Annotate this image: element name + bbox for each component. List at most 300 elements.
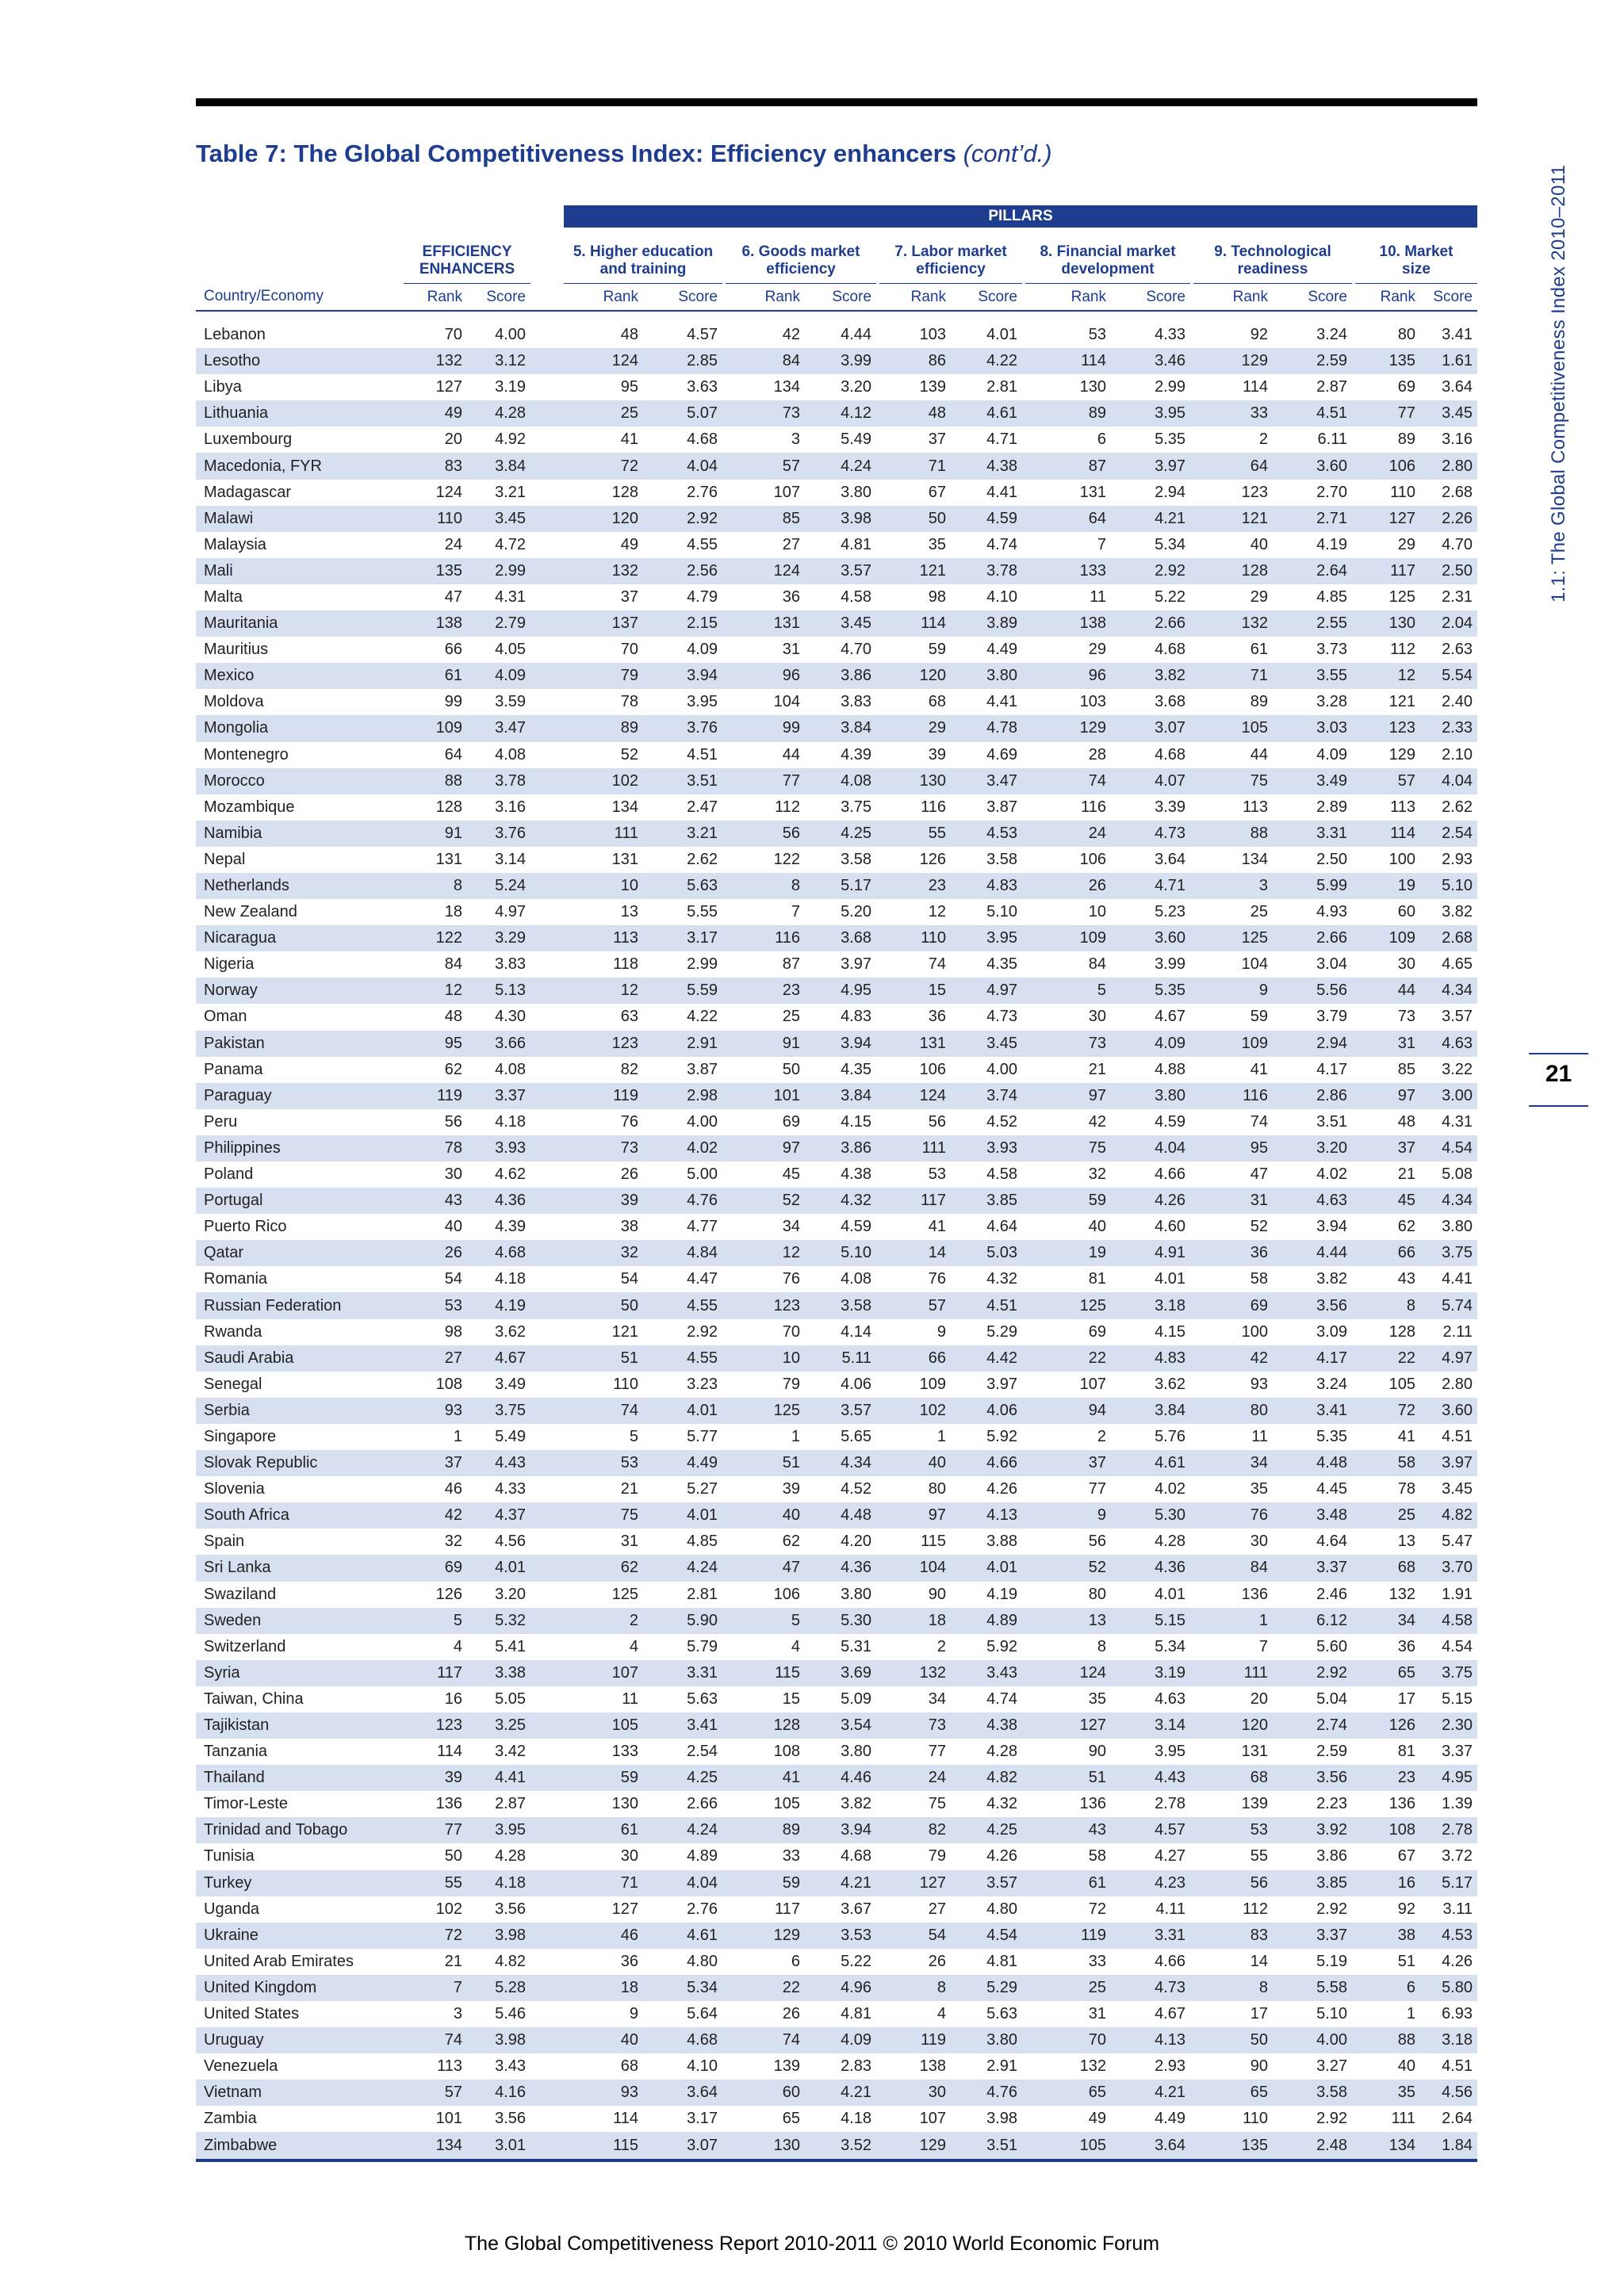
score-cell: 2.94 (1273, 1031, 1352, 1057)
rank-cell: 76 (1193, 1502, 1273, 1529)
rank-cell: 35 (928, 535, 946, 553)
score-cell: 2.99 (467, 558, 530, 584)
rank-cell: 53 (404, 1292, 467, 1318)
rank-cell: 67 (1397, 1847, 1415, 1866)
score-cell: 4.54 (1442, 1637, 1473, 1655)
table-row (196, 1896, 1477, 1923)
table-row (196, 768, 1477, 794)
score-cell: 4.04 (643, 453, 722, 479)
rank-cell: 111 (1193, 1660, 1273, 1686)
score-cell: 4.93 (1316, 903, 1347, 921)
rank-cell: 21 (620, 1480, 638, 1498)
score-cell: 4.56 (495, 1533, 526, 1551)
table-body (196, 311, 1477, 2160)
rank-cell: 24 (444, 535, 462, 553)
rank-cell: 50 (444, 1847, 462, 1866)
rank-cell: 139 (1241, 1795, 1268, 1813)
score-cell: 5.29 (986, 1322, 1017, 1341)
section-side-label-text: 1.1: The Global Competitiveness Index 2010–2011 (1548, 164, 1569, 603)
score-cell: 4.85 (1316, 587, 1347, 606)
rank-cell: 18 (879, 1608, 951, 1634)
score-cell: 4.06 (841, 1375, 871, 1393)
rank-cell: 69 (1088, 1322, 1106, 1341)
rank-cell: 49 (1088, 2110, 1106, 2128)
rank-cell: 61 (1250, 641, 1268, 659)
score-cell: 4.19 (467, 1292, 530, 1318)
rank-cell: 115 (564, 2132, 643, 2160)
score-cell: 5.59 (643, 978, 722, 1004)
rank-cell: 96 (1025, 663, 1111, 689)
score-cell: 3.16 (1442, 430, 1473, 449)
rank-cell: 117 (1355, 558, 1420, 584)
score-cell: 3.56 (495, 2110, 526, 2128)
rank-cell: 110 (1390, 483, 1415, 501)
rank-cell: 103 (1079, 693, 1106, 711)
score-cell: 3.82 (1111, 663, 1190, 689)
rank-cell: 47 (444, 587, 462, 606)
score-cell: 5.64 (687, 2005, 718, 2023)
score-cell: 2.15 (643, 610, 722, 637)
score-cell: 4.97 (951, 978, 1022, 1004)
table-row (196, 1791, 1477, 1817)
rank-cell: 3 (791, 430, 800, 449)
score-cell: 4.14 (841, 1322, 871, 1341)
score-cell: 4.43 (467, 1450, 530, 1476)
rank-cell: 37 (928, 430, 946, 449)
score-cell: 4.80 (986, 1900, 1017, 1918)
rank-cell: 10 (726, 1345, 805, 1372)
score-cell: 4.44 (841, 326, 871, 344)
score-cell: 4.81 (986, 1952, 1017, 1970)
score-cell: 3.21 (495, 483, 526, 501)
rank-cell: 114 (437, 1743, 462, 1761)
score-cell: 4.42 (951, 1345, 1022, 1372)
score-cell: 3.45 (1442, 1480, 1473, 1498)
rank-cell: 81 (1088, 1270, 1106, 1288)
score-cell: 3.84 (805, 715, 876, 741)
table-row (196, 2001, 1477, 2027)
score-cell: 3.80 (1111, 1083, 1190, 1109)
score-cell: 3.07 (643, 2132, 722, 2160)
rank-cell: 6 (1355, 1975, 1420, 2001)
rank-cell: 43 (404, 1188, 467, 1214)
country-cell: South Africa (196, 1502, 404, 1529)
rank-cell: 133 (1025, 558, 1111, 584)
country-cell: Tanzania (204, 1743, 268, 1761)
score-cell: 4.04 (1111, 1135, 1190, 1161)
rank-cell: 96 (726, 663, 805, 689)
score-cell: 5.30 (805, 1608, 876, 1634)
score-cell: 4.37 (467, 1502, 530, 1529)
rank-cell: 69 (1397, 378, 1415, 396)
score-cell: 3.80 (841, 1585, 871, 1603)
rank-cell: 27 (928, 1900, 946, 1918)
rank-cell: 109 (404, 715, 467, 741)
score-cell: 3.66 (467, 1031, 530, 1057)
score-cell: 3.58 (841, 850, 871, 868)
score-cell: 4.82 (495, 1952, 526, 1970)
score-cell: 5.00 (687, 1165, 718, 1184)
rank-cell: 48 (1397, 1112, 1415, 1131)
score-cell: 3.27 (1316, 2057, 1347, 2076)
rank-cell: 66 (444, 641, 462, 659)
score-cell: 4.51 (1273, 400, 1352, 427)
rank-cell: 83 (404, 453, 467, 479)
score-cell: 4.05 (495, 641, 526, 659)
country-cell: Mexico (196, 663, 404, 689)
score-cell: 3.98 (986, 2110, 1017, 2128)
score-cell: 4.82 (1420, 1502, 1477, 1529)
country-cell: United Kingdom (196, 1975, 404, 2001)
table-row (196, 1266, 1477, 1292)
score-cell: 4.17 (1273, 1345, 1352, 1372)
rank-cell: 75 (564, 1502, 643, 1529)
rank-cell: 109 (1025, 925, 1111, 951)
score-cell: 4.71 (986, 430, 1017, 449)
rank-cell: 32 (564, 1240, 643, 1266)
rank-cell: 19 (1355, 873, 1420, 899)
score-cell: 3.85 (1273, 1870, 1352, 1896)
score-cell: 3.03 (1273, 715, 1352, 741)
rank-cell: 129 (726, 1923, 805, 1949)
score-cell: 3.00 (1420, 1083, 1477, 1109)
rank-cell: 112 (1243, 1900, 1268, 1918)
country-cell: Norway (196, 978, 404, 1004)
rank-cell: 121 (611, 1322, 638, 1341)
rank-cell: 97 (726, 1135, 805, 1161)
score-cell: 5.03 (951, 1240, 1022, 1266)
rank-cell: 74 (404, 2027, 467, 2053)
country-cell: Nicaragua (196, 925, 404, 951)
score-cell: 3.82 (1316, 1270, 1347, 1288)
score-cell: 2.76 (687, 483, 718, 501)
rank-cell: 53 (928, 1165, 946, 1184)
rank-cell: 110 (404, 506, 467, 532)
score-cell: 4.13 (1111, 2027, 1190, 2053)
score-cell: 2.54 (1420, 821, 1477, 847)
score-cell: 2.64 (1273, 558, 1352, 584)
score-cell: 3.93 (467, 1135, 530, 1161)
score-cell: 3.88 (986, 1533, 1017, 1551)
rank-cell: 27 (782, 535, 800, 553)
score-cell: 3.31 (1273, 821, 1352, 847)
score-cell: 3.62 (1155, 1375, 1185, 1393)
score-cell: 4.81 (841, 535, 871, 553)
score-cell: 4.88 (1155, 1060, 1185, 1078)
score-cell: 3.58 (805, 1292, 876, 1318)
rank-cell: 102 (435, 1900, 462, 1918)
score-cell: 2.92 (687, 1322, 718, 1341)
table-row (196, 1476, 1477, 1502)
rank-cell: 23 (726, 978, 805, 1004)
table-row (196, 1843, 1477, 1869)
score-cell: 2.66 (1111, 610, 1190, 637)
score-cell: 1.39 (1442, 1795, 1473, 1813)
rank-cell: 115 (726, 1660, 805, 1686)
score-cell: 5.10 (986, 903, 1017, 921)
rank-cell: 29 (1397, 535, 1415, 553)
score-cell: 5.92 (986, 1637, 1017, 1655)
rank-cell: 19 (1025, 1240, 1111, 1266)
rank-column-header: Rank (1025, 284, 1111, 312)
score-column-header: Score (467, 284, 530, 312)
efficiency-enhancers-table (196, 205, 1477, 2162)
rank-cell: 35 (1088, 1689, 1106, 1708)
rank-cell: 93 (1250, 1375, 1268, 1393)
score-cell: 4.41 (467, 1765, 530, 1791)
table-row (196, 1319, 1477, 1345)
rank-cell: 18 (444, 903, 462, 921)
score-cell: 2.62 (1442, 798, 1473, 816)
table-row (196, 1949, 1477, 1975)
rank-cell: 127 (1355, 506, 1420, 532)
rank-cell: 60 (726, 2080, 805, 2106)
score-cell: 4.55 (643, 1292, 722, 1318)
rank-cell: 2 (936, 1637, 946, 1655)
score-cell: 4.12 (805, 400, 876, 427)
rank-cell: 79 (928, 1847, 946, 1866)
rank-cell: 124 (879, 1083, 951, 1109)
score-cell: 3.84 (467, 453, 530, 479)
score-cell: 4.48 (1273, 1450, 1352, 1476)
rank-cell: 132 (564, 558, 643, 584)
score-cell: 4.68 (1155, 745, 1185, 763)
score-cell: 4.68 (687, 430, 718, 449)
country-cell: Saudi Arabia (196, 1345, 404, 1372)
score-cell: 3.12 (467, 348, 530, 374)
rank-cell: 17 (1250, 2005, 1268, 2023)
score-cell: 4.21 (805, 1870, 876, 1896)
score-cell: 2.92 (643, 506, 722, 532)
table-row (196, 951, 1477, 978)
rank-cell: 61 (564, 1817, 643, 1843)
rank-cell: 119 (564, 1083, 643, 1109)
country-cell: Mauritius (204, 641, 269, 659)
rank-cell: 75 (1193, 768, 1273, 794)
rank-cell: 117 (775, 1900, 800, 1918)
country-cell: Madagascar (204, 483, 292, 501)
rank-cell: 62 (782, 1533, 800, 1551)
score-cell: 4.97 (495, 903, 526, 921)
score-cell: 3.75 (467, 1398, 530, 1424)
rank-cell: 73 (1397, 1008, 1415, 1026)
rank-cell: 78 (404, 1135, 467, 1161)
rank-cell: 132 (404, 348, 467, 374)
score-cell: 2.71 (1273, 506, 1352, 532)
score-cell: 3.51 (643, 768, 722, 794)
score-cell: 4.02 (1316, 1165, 1347, 1184)
score-cell: 4.10 (986, 587, 1017, 606)
score-cell: 4.08 (805, 768, 876, 794)
score-cell: 5.35 (1111, 978, 1190, 1004)
score-cell: 4.64 (1316, 1533, 1347, 1551)
rank-cell: 39 (928, 745, 946, 763)
rank-cell: 80 (1088, 1585, 1106, 1603)
score-cell: 4.51 (1442, 2057, 1473, 2076)
rank-cell: 89 (1025, 400, 1111, 427)
rank-cell: 91 (404, 821, 467, 847)
rank-cell: 90 (1088, 1743, 1106, 1761)
score-cell: 4.09 (1111, 1031, 1190, 1057)
score-cell: 5.77 (687, 1427, 718, 1445)
score-cell: 5.27 (687, 1480, 718, 1498)
score-cell: 4.74 (986, 1689, 1017, 1708)
score-cell: 3.11 (1442, 1900, 1473, 1918)
rank-cell: 37 (1355, 1135, 1420, 1161)
rank-cell: 123 (564, 1031, 643, 1057)
rank-cell: 34 (1193, 1450, 1273, 1476)
score-cell: 3.49 (1273, 768, 1352, 794)
rank-cell: 64 (444, 745, 462, 763)
score-cell: 5.04 (1316, 1689, 1347, 1708)
score-cell: 3.93 (951, 1135, 1022, 1161)
rank-cell: 90 (1250, 2057, 1268, 2076)
rank-cell: 8 (1097, 1637, 1106, 1655)
rank-cell: 68 (620, 2057, 638, 2076)
rank-cell: 74 (1025, 768, 1111, 794)
score-cell: 4.79 (687, 587, 718, 606)
rank-cell: 128 (611, 483, 638, 501)
rank-cell: 101 (435, 2110, 462, 2128)
score-cell: 3.45 (805, 610, 876, 637)
score-cell: 4.09 (687, 641, 718, 659)
rank-cell: 138 (404, 610, 467, 637)
score-cell: 4.01 (986, 326, 1017, 344)
score-cell: 3.37 (1442, 1743, 1473, 1761)
rank-cell: 1 (453, 1427, 462, 1445)
rank-cell: 41 (928, 1218, 946, 1236)
score-cell: 4.63 (1155, 1689, 1185, 1708)
score-cell: 4.11 (1155, 1900, 1185, 1918)
rank-cell: 77 (1088, 1480, 1106, 1498)
rank-cell: 127 (611, 1900, 638, 1918)
rank-cell: 124 (1025, 1660, 1111, 1686)
rank-cell: 67 (928, 483, 946, 501)
rank-cell: 139 (773, 2057, 800, 2076)
score-cell: 4.13 (951, 1502, 1022, 1529)
score-cell: 3.98 (467, 1923, 530, 1949)
score-cell: 4.24 (643, 1817, 722, 1843)
rank-cell: 43 (1397, 1270, 1415, 1288)
rank-cell: 131 (611, 850, 638, 868)
table-row (196, 453, 1477, 479)
group-header-market-size: 10. Market size (1355, 228, 1477, 284)
rank-cell: 108 (435, 1375, 462, 1393)
country-cell: Tunisia (204, 1847, 255, 1866)
score-cell: 3.60 (1111, 925, 1190, 951)
rank-cell: 56 (928, 1112, 946, 1131)
score-cell: 4.89 (951, 1608, 1022, 1634)
rank-cell: 59 (1025, 1188, 1111, 1214)
table-row (196, 1004, 1477, 1030)
score-cell: 4.83 (841, 1008, 871, 1026)
score-cell: 3.63 (687, 378, 718, 396)
rank-cell: 123 (404, 1712, 467, 1739)
rank-cell: 73 (1025, 1031, 1111, 1057)
pillars-band: PILLARS (564, 205, 1477, 228)
rank-cell: 125 (1025, 1292, 1111, 1318)
rank-cell: 5 (1025, 978, 1111, 1004)
rank-cell: 11 (622, 1689, 638, 1708)
score-cell: 4.28 (986, 1743, 1017, 1761)
score-cell: 3.73 (1316, 641, 1347, 659)
score-cell: 2.31 (1442, 587, 1473, 606)
rank-cell: 12 (404, 978, 467, 1004)
rank-cell: 89 (564, 715, 643, 741)
rank-cell: 1 (1193, 1608, 1273, 1634)
rank-cell: 135 (1193, 2132, 1273, 2160)
rank-cell: 61 (1025, 1870, 1111, 1896)
rank-cell: 88 (1355, 2027, 1420, 2053)
score-cell: 4.15 (1155, 1322, 1185, 1341)
rank-cell: 48 (879, 400, 951, 427)
score-cell: 3.04 (1316, 955, 1347, 974)
score-cell: 4.26 (986, 1847, 1017, 1866)
score-cell: 5.24 (467, 873, 530, 899)
rank-cell: 120 (879, 663, 951, 689)
score-cell: 4.71 (1111, 873, 1190, 899)
score-cell: 3.82 (1442, 903, 1473, 921)
score-cell: 4.34 (805, 1450, 876, 1476)
country-cell: United Arab Emirates (204, 1952, 354, 1970)
table-row (196, 663, 1477, 689)
score-cell: 3.74 (951, 1083, 1022, 1109)
score-cell: 3.99 (1155, 955, 1185, 974)
rank-cell: 4 (936, 2005, 946, 2023)
rank-cell: 83 (1193, 1923, 1273, 1949)
score-cell: 4.73 (1111, 821, 1190, 847)
score-cell: 2.68 (1420, 925, 1477, 951)
rank-cell: 125 (1388, 587, 1415, 606)
group-header-financial-market: 8. Financial market development (1025, 228, 1190, 284)
score-cell: 2.91 (643, 1031, 722, 1057)
rank-cell: 50 (782, 1060, 800, 1078)
rank-cell: 105 (1193, 715, 1273, 741)
score-cell: 5.11 (805, 1345, 876, 1372)
rank-cell: 30 (1397, 955, 1415, 974)
rank-cell: 36 (782, 587, 800, 606)
table-row (196, 1529, 1477, 1555)
pillars-band-row (196, 205, 1477, 228)
rank-cell: 15 (782, 1689, 800, 1708)
rank-cell: 35 (1250, 1480, 1268, 1498)
rank-cell: 134 (404, 2132, 467, 2160)
country-cell: Malaysia (204, 535, 266, 553)
score-cell: 3.19 (1111, 1660, 1190, 1686)
score-cell: 4.67 (1155, 1008, 1185, 1026)
score-cell: 3.45 (1420, 400, 1477, 427)
score-cell: 3.55 (1273, 663, 1352, 689)
country-cell: Malta (204, 587, 243, 606)
score-cell: 3.62 (495, 1322, 526, 1341)
table-row (196, 847, 1477, 873)
country-cell: Trinidad and Tobago (196, 1817, 404, 1843)
rank-cell: 65 (1355, 1660, 1420, 1686)
country-cell: Zimbabwe (196, 2132, 404, 2160)
rank-cell: 126 (435, 1585, 462, 1603)
rank-cell: 111 (879, 1135, 951, 1161)
score-cell: 3.92 (1273, 1817, 1352, 1843)
rank-cell: 16 (444, 1689, 462, 1708)
rank-cell: 53 (1193, 1817, 1273, 1843)
rank-cell: 104 (773, 693, 800, 711)
rank-cell: 131 (726, 610, 805, 637)
score-cell: 5.10 (1420, 873, 1477, 899)
score-cell: 3.21 (643, 821, 722, 847)
rank-cell: 73 (564, 1135, 643, 1161)
rank-cell: 116 (1193, 1083, 1273, 1109)
country-cell: Morocco (196, 768, 404, 794)
